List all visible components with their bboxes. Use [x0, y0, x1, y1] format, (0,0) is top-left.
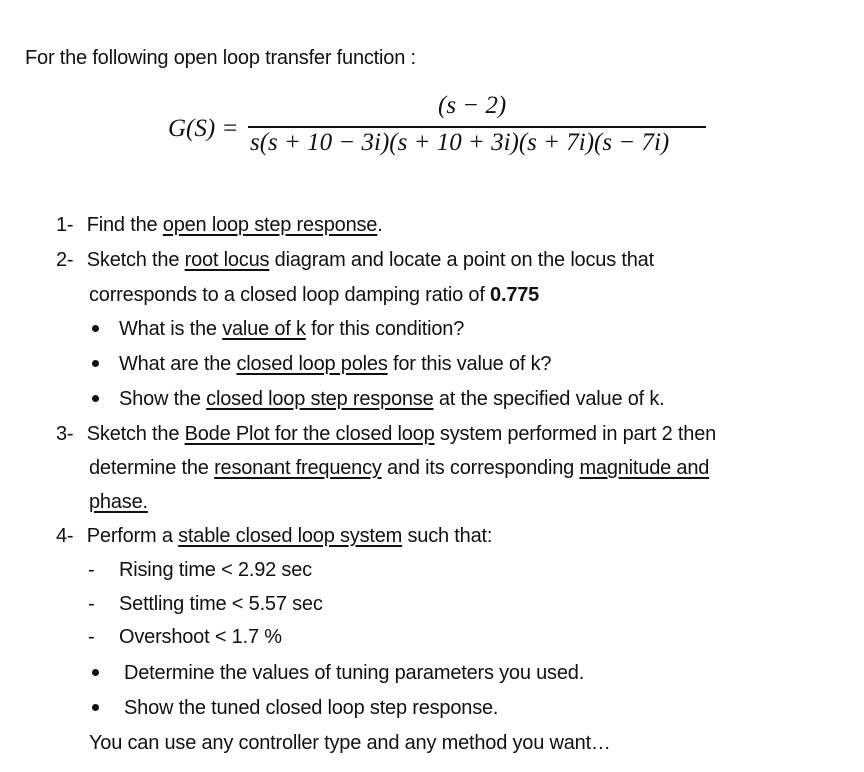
- intro-text: For the following open loop transfer function :: [25, 47, 416, 69]
- question-4: [56, 524, 492, 548]
- question-number: 4-: [56, 525, 74, 547]
- question-3-line-3: [89, 490, 148, 514]
- bullet-icon: [92, 325, 99, 332]
- q3-text-cont: system performed in part 2 then: [434, 423, 717, 445]
- q2-bullet-1: [119, 317, 464, 341]
- q2-underlined-term: root locus: [184, 249, 270, 271]
- spec-settling-time: Settling time < 5.57 sec: [119, 593, 323, 615]
- question-1: [56, 213, 383, 237]
- equation-denominator: s(s + 10 − 3i)(s + 10 + 3i)(s + 7i)(s − 7i): [250, 129, 670, 156]
- question-2-line-2: [89, 283, 539, 307]
- question-3-line-1: [56, 422, 716, 446]
- spec-rise-time: Rising time < 2.92 sec: [119, 559, 312, 581]
- question-number: 1-: [56, 214, 74, 236]
- bullet-icon: [92, 669, 99, 676]
- q2-text-cont: diagram and locate a point on the locus that: [269, 249, 654, 271]
- q1-text: Find the: [86, 214, 163, 236]
- dash-icon: -: [88, 559, 95, 581]
- bullet-text: What are the: [119, 353, 237, 375]
- q3-text: Sketch the: [86, 423, 185, 445]
- phase-term: phase.: [89, 491, 148, 513]
- q3-text-line2: determine the: [89, 457, 215, 479]
- bullet-underlined-term: closed loop poles: [236, 353, 388, 375]
- question-number: 2-: [56, 249, 74, 271]
- q4-bullet-1: Determine the values of tuning parameters you used.: [124, 662, 585, 684]
- bullet-text-cont: at the specified value of k.: [433, 388, 665, 410]
- fraction-bar: [248, 126, 706, 128]
- spec-overshoot: Overshoot < 1.7 %: [119, 626, 282, 648]
- q1-underlined-term: open loop step response: [162, 214, 378, 236]
- dash-icon: -: [88, 626, 95, 648]
- q4-text-cont: such that:: [402, 525, 493, 547]
- bullet-text: Show the: [119, 388, 207, 410]
- bullet-text: What is the: [119, 318, 223, 340]
- q2-bullet-3: [119, 387, 665, 411]
- bullet-icon: [92, 360, 99, 367]
- footer-note: You can use any controller type and any method you want…: [89, 732, 611, 754]
- question-number: 3-: [56, 423, 74, 445]
- bullet-icon: [92, 395, 99, 402]
- q4-bullet-2: Show the tuned closed loop step response.: [124, 697, 499, 719]
- damping-ratio-value: 0.775: [490, 284, 540, 306]
- q2-text: Sketch the: [86, 249, 185, 271]
- bullet-icon: [92, 704, 99, 711]
- q4-underlined-term: stable closed loop system: [178, 525, 403, 547]
- q1-period: .: [377, 214, 383, 236]
- bullet-text-cont: for this value of k?: [387, 353, 552, 375]
- equation-numerator: (s − 2): [438, 92, 507, 119]
- q3-text-mid: and its corresponding: [381, 457, 580, 479]
- q2-text-line2: corresponds to a closed loop damping ratio of: [89, 284, 491, 306]
- q3-underlined-term: Bode Plot for the closed loop: [184, 423, 435, 445]
- question-2-line-1: [56, 248, 654, 272]
- question-3-line-2: [89, 456, 709, 480]
- dash-icon: -: [88, 593, 95, 615]
- q4-text: Perform a: [86, 525, 179, 547]
- bullet-underlined-term: value of k: [222, 318, 306, 340]
- resonant-frequency-term: resonant frequency: [214, 457, 382, 479]
- bullet-text-cont: for this condition?: [305, 318, 465, 340]
- equation-lhs: G(S) =: [168, 115, 239, 142]
- magnitude-term: magnitude and: [579, 457, 710, 479]
- q2-bullet-2: [119, 352, 551, 376]
- bullet-underlined-term: closed loop step response: [206, 388, 434, 410]
